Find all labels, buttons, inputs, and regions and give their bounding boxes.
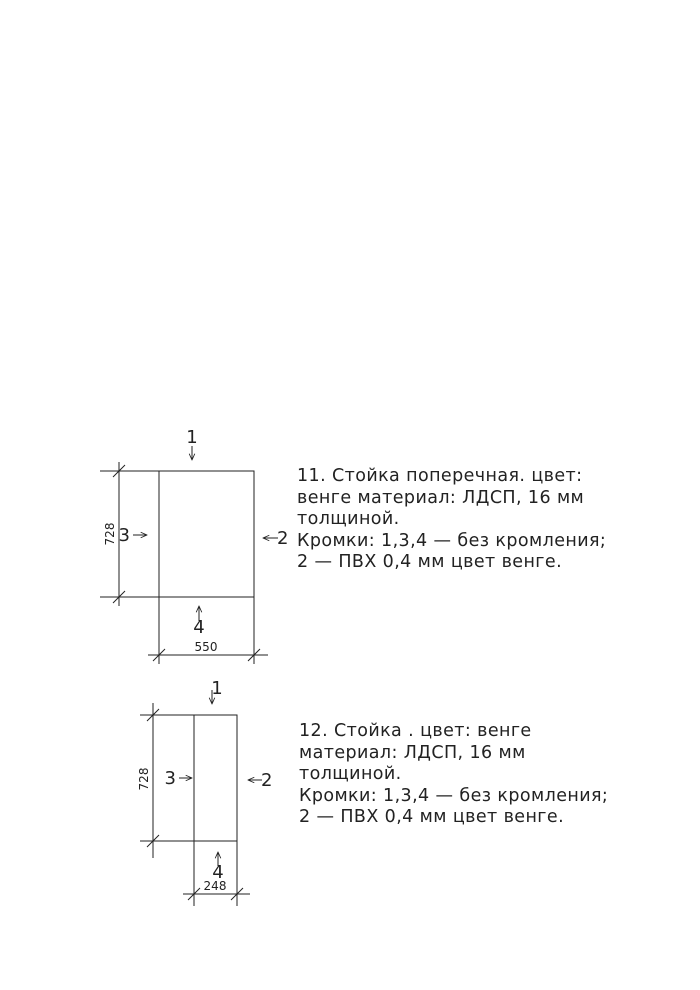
spec-line: толщиной. xyxy=(299,764,402,784)
panel-12-width-label: 248 xyxy=(203,879,227,893)
panel-12 xyxy=(140,690,262,906)
panel-12-outline xyxy=(194,715,237,841)
spec-line: 12. Стойка . цвет: венге xyxy=(299,721,532,741)
panel-12-edge-top-label: 1 xyxy=(211,678,223,699)
panel-12-edge-left-label: 3 xyxy=(164,768,176,789)
panel-12-edge-bottom-label: 4 xyxy=(212,862,224,883)
panel-11-outline xyxy=(159,471,254,597)
panel-11-edge-top-label: 1 xyxy=(186,427,198,448)
spec-line: толщиной. xyxy=(297,509,400,529)
panel-12-edge-right-label: 2 xyxy=(261,770,273,791)
panel-11-height-label: 728 xyxy=(103,522,117,546)
spec-line: материал: ЛДСП, 16 мм xyxy=(299,742,526,763)
spec-line: Кромки: 1,3,4 — без кромления; xyxy=(299,785,609,806)
spec-line: 2 — ПВХ 0,4 мм цвет венге. xyxy=(297,552,563,572)
spec-line: Кромки: 1,3,4 — без кромления; xyxy=(297,530,607,551)
panel-11-edge-left-label: 3 xyxy=(118,525,130,546)
panel-11-specification xyxy=(297,466,606,574)
spec-line: 2 — ПВХ 0,4 мм цвет венге. xyxy=(299,807,565,827)
panel-12-height-label: 728 xyxy=(137,767,151,791)
panel-11 xyxy=(100,446,278,664)
spec-line: венге материал: ЛДСП, 16 мм xyxy=(297,487,585,508)
panel-11-edge-bottom-label: 4 xyxy=(193,617,205,638)
panel-11-edge-right-label: 2 xyxy=(277,528,289,549)
panel-11-width-label: 550 xyxy=(194,640,218,654)
spec-line: 11. Стойка поперечная. цвет: xyxy=(297,466,583,486)
panel-12-specification xyxy=(299,721,608,829)
